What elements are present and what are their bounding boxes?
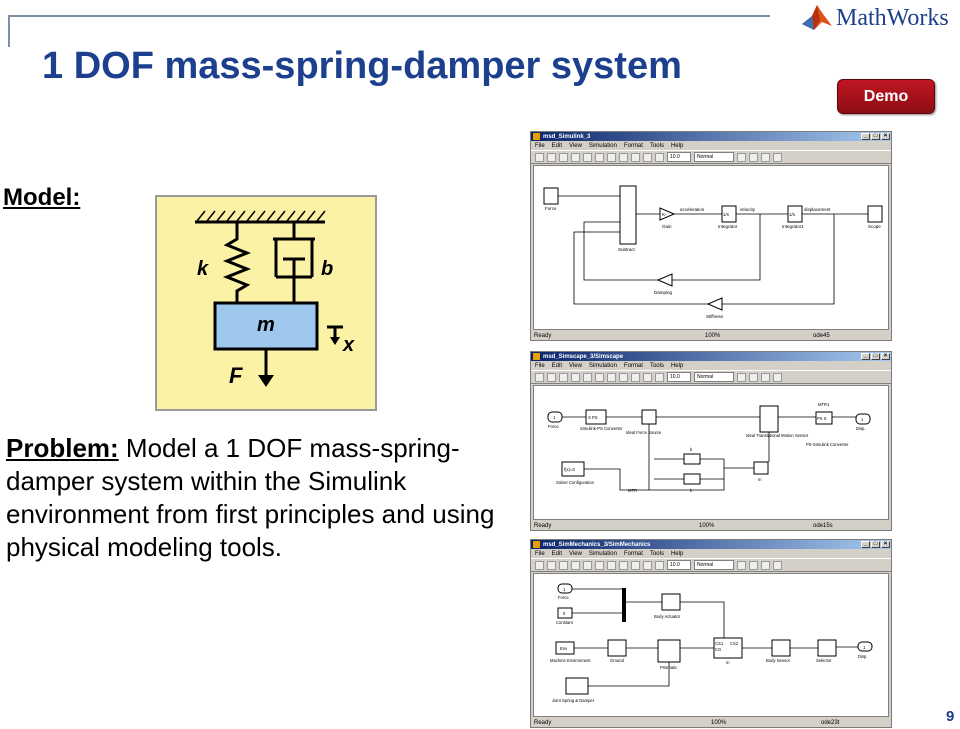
model-icon [533, 353, 540, 360]
maximize-button[interactable]: □ [871, 133, 880, 140]
body-sensor-label: Body Sensor [766, 658, 790, 663]
menu-help[interactable]: Help [670, 362, 684, 369]
disp-label: Disp. [858, 654, 868, 659]
model-icon [533, 541, 540, 548]
menu-view[interactable]: View [569, 550, 582, 557]
statusbar [531, 331, 891, 340]
menu-help[interactable]: Help [670, 550, 684, 557]
disp-port-num: 1 [861, 417, 864, 422]
play-icon[interactable] [643, 561, 652, 570]
maximize-button[interactable]: □ [871, 353, 880, 360]
menu-format[interactable]: Format [623, 362, 643, 369]
velocity-label: velocity [740, 207, 756, 212]
machine-env-label: Machine Environment [550, 658, 591, 663]
statusbar [531, 521, 891, 530]
status-text: Ready [534, 522, 552, 529]
spring-block [684, 474, 700, 484]
stop-time-field[interactable]: 10.0 [667, 372, 691, 382]
minimize-button[interactable]: _ [861, 133, 870, 140]
menu-file[interactable]: File [535, 142, 545, 149]
acceleration-label: acceleration [680, 207, 705, 212]
integrator1-symbol: 1/s [789, 212, 796, 217]
open-icon[interactable] [547, 373, 556, 382]
play-icon[interactable] [643, 373, 652, 382]
stop-time-field[interactable]: 10.0 [667, 560, 691, 570]
m-label: m [726, 660, 730, 665]
damper [273, 222, 315, 305]
force-block [544, 188, 558, 204]
new-icon[interactable] [535, 373, 544, 382]
joint-spring-label: Joint Spring & Damper [552, 698, 595, 703]
force-label: Force [558, 595, 569, 600]
menu-format[interactable]: Format [623, 550, 643, 557]
window-title: msd_Simscape_3/Simscape [543, 353, 624, 360]
sim-mode-select[interactable]: Normal [694, 152, 734, 162]
model-canvas[interactable] [533, 165, 889, 330]
demo-button[interactable]: Demo [837, 79, 935, 114]
problem-statement [6, 432, 506, 564]
simscape-window[interactable] [530, 351, 892, 531]
problem-text: Model a 1 DOF mass-spring-damper system within the Simulink environment from first principles and using physical modeling tools. [6, 433, 495, 562]
constant-label: Constant [556, 620, 573, 625]
window-title: msd_SimMechanics_3/SimMechanics [543, 541, 651, 548]
paste-icon[interactable] [607, 153, 616, 162]
print-icon[interactable] [571, 153, 580, 162]
m-label: m [758, 477, 762, 482]
statusbar [531, 718, 891, 727]
status-text: Ready [534, 719, 552, 726]
mtr1-label: MTR1 [818, 402, 830, 407]
explorer-icon[interactable] [761, 373, 770, 382]
b-label: b [321, 258, 334, 280]
integrator-symbol: 1/s [723, 212, 730, 217]
k-label: k [197, 258, 209, 280]
window-title: msd_Simulink_3 [543, 133, 591, 140]
save-icon[interactable] [559, 153, 568, 162]
explorer-icon[interactable] [761, 153, 770, 162]
stop-icon[interactable] [655, 153, 664, 162]
damping-label: Damping [654, 290, 673, 295]
copy-icon[interactable] [595, 373, 604, 382]
print-icon[interactable] [571, 561, 580, 570]
window-titlebar[interactable] [531, 540, 891, 549]
new-icon[interactable] [535, 153, 544, 162]
menu-tools[interactable]: Tools [649, 142, 664, 149]
integrator1-label: Integrator1 [782, 224, 804, 229]
redo-icon[interactable] [631, 373, 640, 382]
menu-tools[interactable]: Tools [649, 550, 664, 557]
menubar [531, 361, 891, 370]
gain-label: Gain [662, 224, 672, 229]
close-button[interactable]: × [881, 133, 890, 140]
cut-icon[interactable] [583, 561, 592, 570]
problem-label: Problem: [6, 433, 119, 463]
save-icon[interactable] [559, 561, 568, 570]
explorer-icon[interactable] [761, 561, 770, 570]
toolbar [531, 558, 891, 572]
cs1-text: CS1 [715, 641, 724, 646]
prismatic-block [658, 640, 680, 662]
ground-label: Ground [610, 658, 624, 663]
model-icon [533, 133, 540, 140]
page-number: 9 [946, 708, 955, 725]
menu-file[interactable]: File [535, 362, 545, 369]
library-icon[interactable] [749, 373, 758, 382]
selector-label: Selector [816, 658, 832, 663]
minimize-button[interactable]: _ [861, 353, 870, 360]
signal-lines [558, 196, 868, 304]
close-button[interactable]: × [881, 541, 890, 548]
mathworks-logo [800, 0, 949, 36]
menu-tools[interactable]: Tools [649, 362, 664, 369]
scope-label: Scope [868, 224, 881, 229]
membrane-icon [800, 2, 834, 34]
joint-spring-block [566, 678, 588, 694]
menu-simulation[interactable]: Simulation [588, 142, 617, 149]
force-port-num: 1 [553, 415, 556, 420]
maximize-button[interactable]: □ [871, 541, 880, 548]
selector-block [818, 640, 836, 656]
scope-block [868, 206, 882, 222]
ideal-force-block [642, 410, 656, 424]
model-label: Model: [3, 184, 81, 211]
window-titlebar[interactable] [531, 132, 891, 141]
slide-title: 1 DOF mass-spring-damper system [42, 45, 682, 87]
copy-icon[interactable] [595, 153, 604, 162]
env-text: Env [560, 646, 568, 651]
constant-value: 0 [563, 611, 566, 616]
subtract-block [620, 186, 636, 244]
library-icon[interactable] [749, 561, 758, 570]
menu-simulation[interactable]: Simulation [588, 362, 617, 369]
zoom-text: 100% [699, 522, 715, 529]
force-port-num: 1 [563, 587, 566, 592]
stiffness-block [708, 298, 722, 310]
mass-block [754, 462, 768, 474]
stop-icon[interactable] [655, 373, 664, 382]
model-canvas[interactable] [533, 573, 889, 717]
library-icon[interactable] [749, 153, 758, 162]
menu-edit[interactable]: Edit [551, 550, 563, 557]
menu-help[interactable]: Help [670, 142, 684, 149]
status-text: Ready [534, 332, 552, 339]
force-label: Force [545, 206, 557, 211]
undo-icon[interactable] [619, 561, 628, 570]
debug-icon[interactable] [773, 153, 782, 162]
sim-mode-select[interactable]: Normal [694, 372, 734, 382]
menu-file[interactable]: File [535, 550, 545, 557]
logo-text: MathWorks [836, 4, 949, 31]
undo-icon[interactable] [619, 373, 628, 382]
simmechanics-window[interactable] [530, 539, 892, 728]
displacement-label: displacement [804, 207, 831, 212]
print-icon[interactable] [571, 373, 580, 382]
ideal-force-label: Ideal Force Source [626, 430, 662, 435]
sps-label: Simulink-PS Converter [580, 426, 623, 431]
menu-edit[interactable]: Edit [551, 142, 563, 149]
x-label: x [343, 334, 355, 356]
play-icon[interactable] [643, 153, 652, 162]
integrator-label: Integrator [718, 224, 738, 229]
redo-icon[interactable] [631, 153, 640, 162]
ground-block [608, 640, 626, 656]
menu-view[interactable]: View [569, 362, 582, 369]
disp-label: Disp. [856, 426, 866, 431]
save-icon[interactable] [559, 373, 568, 382]
redo-icon[interactable] [631, 561, 640, 570]
debug-icon[interactable] [773, 373, 782, 382]
close-button[interactable]: × [881, 353, 890, 360]
m-label: m [257, 314, 275, 336]
open-icon[interactable] [547, 561, 556, 570]
model-canvas[interactable] [533, 385, 889, 520]
ceiling-hatch [197, 211, 325, 221]
toolbar [531, 150, 891, 164]
menubar [531, 549, 891, 558]
mtr-label: MTR [628, 488, 638, 493]
build-icon[interactable] [737, 373, 746, 382]
stop-icon[interactable] [655, 561, 664, 570]
solver-text: ode45 [813, 332, 830, 339]
body-sensor-block [772, 640, 790, 656]
sps-text: S PS [588, 415, 598, 420]
spring [227, 222, 247, 305]
paste-icon[interactable] [607, 373, 616, 382]
stiffness-label: Stiffness [706, 314, 724, 319]
copy-icon[interactable] [595, 561, 604, 570]
simulink-window[interactable] [530, 131, 892, 341]
zoom-text: 100% [705, 332, 721, 339]
minimize-button[interactable]: _ [861, 541, 870, 548]
open-icon[interactable] [547, 153, 556, 162]
window-titlebar[interactable] [531, 352, 891, 361]
zoom-text: 100% [711, 719, 727, 726]
solver-config-label: Solver Configuration [556, 480, 594, 485]
menu-view[interactable]: View [569, 142, 582, 149]
k-label: k [690, 488, 693, 493]
disp-port-num: 1 [863, 645, 866, 650]
menubar [531, 141, 891, 150]
ps-s-text: PS S [817, 416, 827, 421]
solver-text: ode23t [821, 719, 840, 726]
body-actuator-block [662, 594, 680, 610]
F-label: F [229, 363, 243, 388]
menu-format[interactable]: Format [623, 142, 643, 149]
damper-block [684, 454, 700, 464]
title-rule-tick [8, 15, 10, 47]
ps-s-label: PS-Simulink Converter [806, 442, 849, 447]
title-rule [8, 15, 770, 17]
cs2-text: CS2 [730, 641, 739, 646]
ideal-motion-label: Ideal Translational Motion Sensor [746, 433, 809, 438]
build-icon[interactable] [737, 153, 746, 162]
menu-simulation[interactable]: Simulation [588, 550, 617, 557]
body-actuator-label: Body Actuator [654, 614, 681, 619]
menu-edit[interactable]: Edit [551, 362, 563, 369]
damping-block [658, 274, 672, 286]
subtract-label: Subtract [618, 247, 635, 252]
sim-mode-select[interactable]: Normal [694, 560, 734, 570]
solver-text: ode15s [813, 522, 833, 529]
debug-icon[interactable] [773, 561, 782, 570]
paste-icon[interactable] [607, 561, 616, 570]
force-label: Force [548, 424, 559, 429]
gain-symbol: K- [662, 212, 667, 217]
prismatic-label: Prismatic [660, 665, 678, 670]
cut-icon[interactable] [583, 373, 592, 382]
motion-sensor-block [760, 406, 778, 432]
new-icon[interactable] [535, 561, 544, 570]
b-label: b [690, 447, 693, 452]
mass-spring-damper-diagram [155, 195, 377, 411]
toolbar [531, 370, 891, 384]
mux-block [622, 588, 626, 622]
cut-icon[interactable] [583, 153, 592, 162]
undo-icon[interactable] [619, 153, 628, 162]
build-icon[interactable] [737, 561, 746, 570]
stop-time-field[interactable]: 10.0 [667, 152, 691, 162]
cg-text: CG [715, 647, 722, 652]
fx-text: f(x)=0 [564, 467, 575, 472]
